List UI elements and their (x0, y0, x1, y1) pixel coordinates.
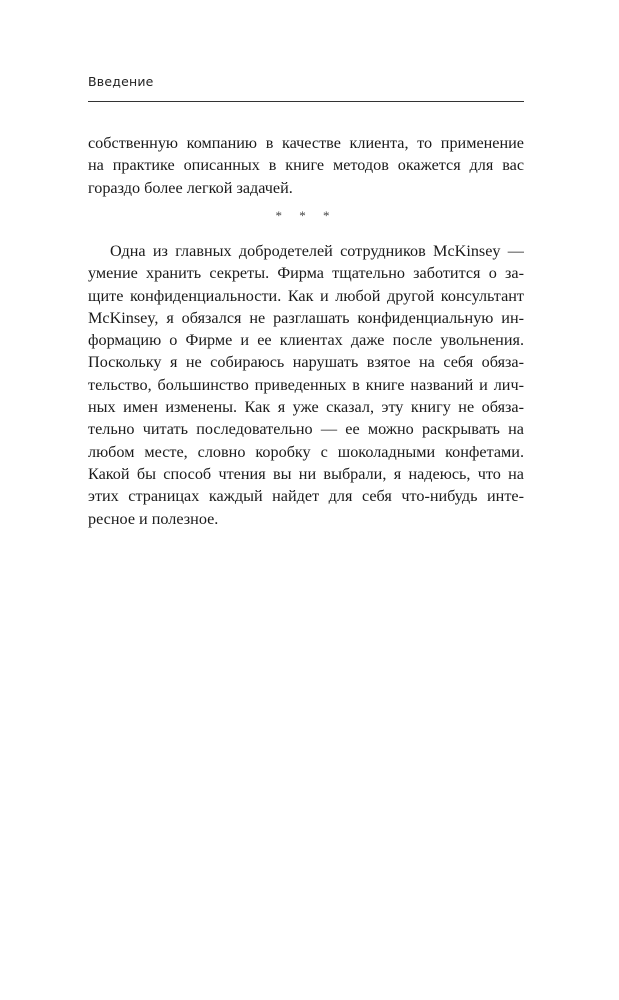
text-line: умение хранить секреты. Фирма тщательно заботится о за- (88, 264, 524, 283)
running-head: Введение (88, 74, 154, 89)
text-line: тельно читать последовательно — ее можно раскрывать на (88, 420, 524, 439)
text-line: любом месте, словно коробку с шоколадными конфетами. (88, 442, 524, 461)
text-line: собственную компанию в качестве клиента, то применение (88, 134, 524, 152)
text-line: McKinsey, я обязался не разглашать конфиденциальную ин- (88, 308, 524, 327)
text-line: на практике описанных в книге методов окажется для вас (88, 156, 524, 175)
text-line: гораздо более легкой задачей. (88, 178, 293, 197)
section-divider: * * * (275, 208, 337, 223)
text-line: ресное и полезное. (88, 509, 219, 528)
paragraph-continued (88, 132, 524, 199)
text-line: ных имен изменены. Как я уже сказал, эту книгу не обяза- (88, 398, 524, 417)
paragraph-main (88, 240, 524, 530)
header-rule (88, 101, 524, 102)
text-line: Одна из главных добродетелей сотрудников McKinsey — (110, 242, 524, 260)
text-line: щите конфиденциальности. Как и любой другой консультант (88, 286, 524, 305)
text-line: формацию о Фирме и ее клиентах даже после увольнения. (88, 331, 524, 350)
text-line: Какой бы способ чтения вы ни выбрали, я надеюсь, что на (88, 464, 524, 483)
text-line: этих страницах каждый найдет для себя что-нибудь инте- (88, 487, 524, 506)
text-line: Поскольку я не собираюсь нарушать взятое на себя обяза- (88, 353, 524, 372)
text-line: тельство, большинство приведенных в книге названий и лич- (88, 375, 524, 394)
